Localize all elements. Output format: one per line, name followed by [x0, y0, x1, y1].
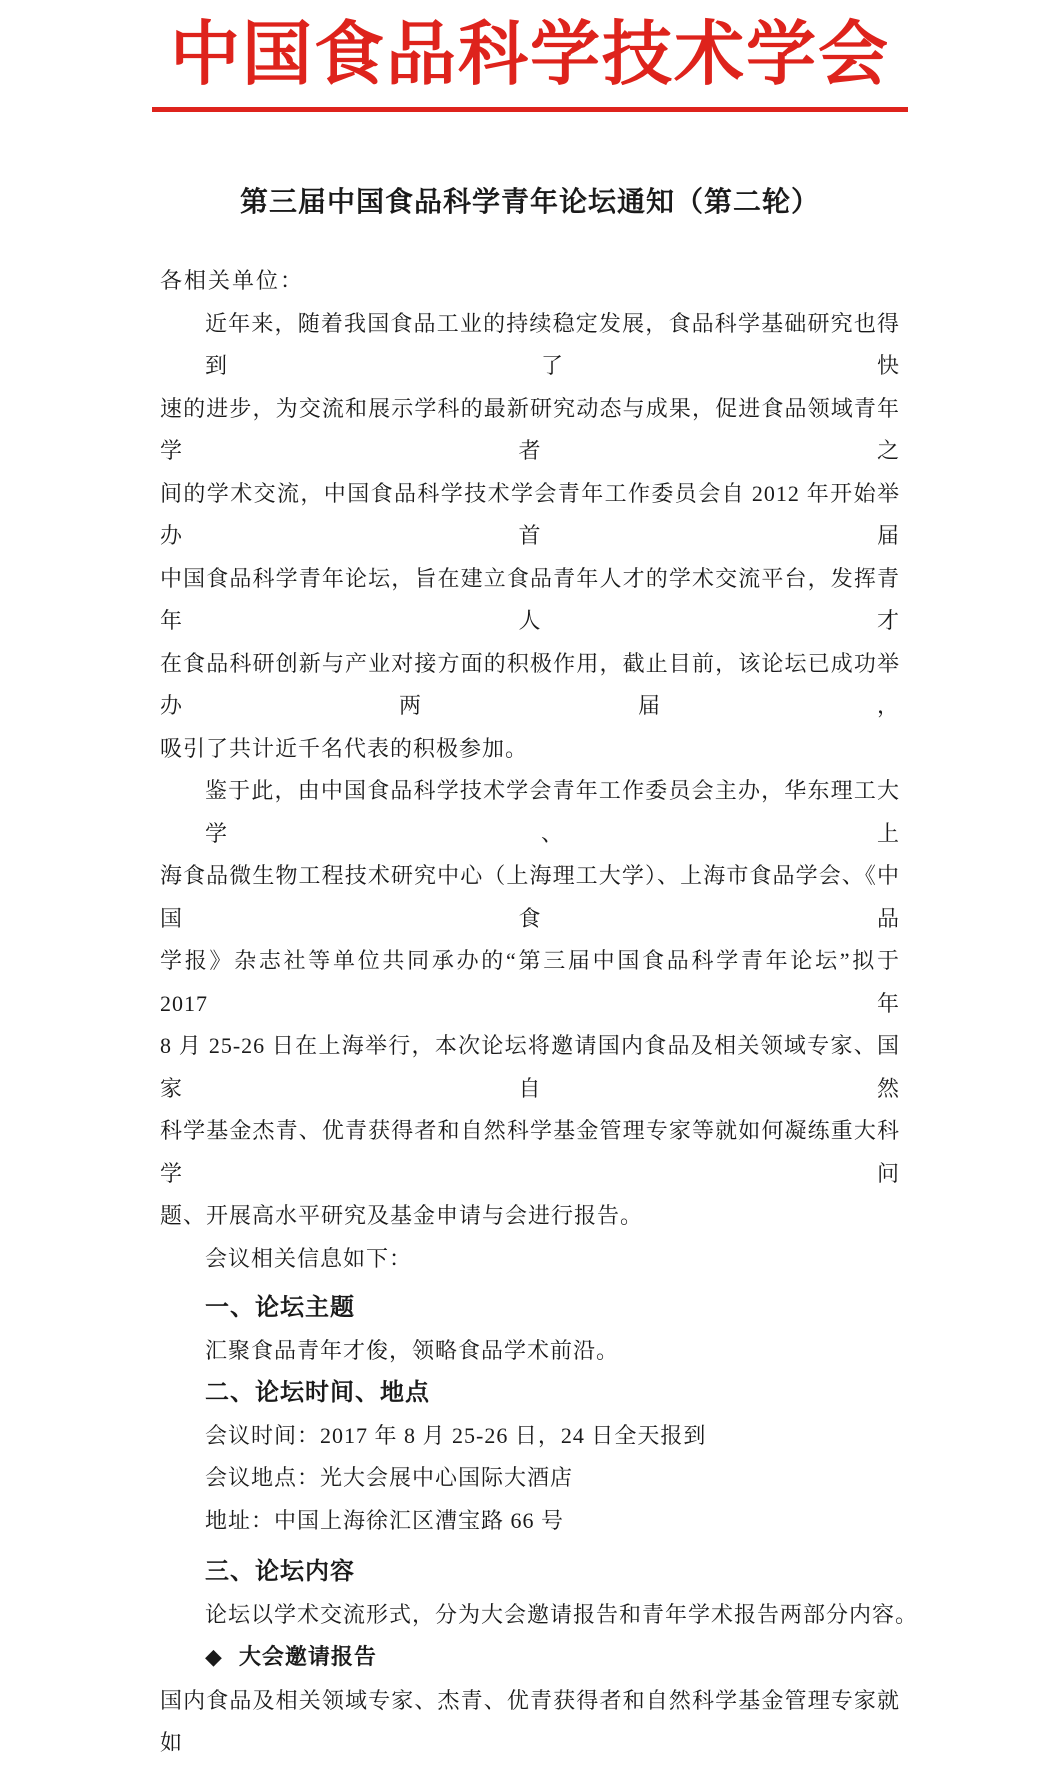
paragraph-1-line-4: 中国食品科学青年论坛，旨在建立食品青年人才的学术交流平台，发挥青年人才: [160, 565, 900, 633]
section-2-heading: 二、论坛时间、地点: [205, 1379, 430, 1406]
document-body: [160, 260, 919, 1765]
invited-report-body-line-1: 国内食品及相关领域专家、杰青、优青获得者和自然科学基金管理专家就如: [160, 1687, 900, 1755]
section-3-heading: 三、论坛内容: [205, 1558, 355, 1585]
section-1-body: 汇聚食品青年才俊，领略食品学术前沿。: [205, 1337, 620, 1363]
invited-report-subheading: [160, 1636, 900, 1680]
paragraph-2-line-2: 海食品微生物工程技术研究中心（上海理工大学）、上海市食品学会、《中国食品: [160, 863, 900, 931]
meeting-venue: 会议地点：光大会展中心国际大酒店: [205, 1465, 574, 1490]
salutation: 各相关单位：: [160, 268, 305, 293]
diamond-bullet-icon: ◆: [205, 1645, 223, 1670]
meeting-time: 会议时间：2017 年 8 月 25-26 日，24 日全天报到: [205, 1422, 707, 1448]
paragraph-2-line-3: 学报》杂志社等单位共同承办的“第三届中国食品科学青年论坛”拟于 2017 年: [160, 948, 900, 1016]
invited-report-label: 大会邀请报告: [238, 1644, 377, 1669]
meeting-address: 地址：中国上海徐汇区漕宝路 66 号: [205, 1507, 565, 1533]
notice-title: 第三届中国食品科学青年论坛通知（第二轮）: [239, 186, 820, 217]
paragraph-1-line-5: 在食品科研创新与产业对接方面的积极作用，截止目前，该论坛已成功举办两届，: [160, 650, 900, 718]
paragraph-2-line-1: 鉴于此，由中国食品科学技术学会青年工作委员会主办，华东理工大学、上: [205, 778, 900, 846]
paragraph-1-line-1: 近年来，随着我国食品工业的持续稳定发展，食品科学基础研究也得到了快: [205, 310, 900, 378]
header-rule: [152, 107, 908, 112]
paragraph-1-line-2: 速的进步，为交流和展示学科的最新研究动态与成果，促进食品领域青年学者之: [160, 395, 900, 463]
info-intro: 会议相关信息如下：: [205, 1245, 413, 1271]
org-name-heading: 中国食品科学技术学会: [170, 17, 890, 94]
paragraph-2-line-6: 题、开展高水平研究及基金申请与会进行报告。: [160, 1203, 644, 1228]
section-3-body: 论坛以学术交流形式，分为大会邀请报告和青年学术报告两部分内容。: [205, 1601, 919, 1627]
paragraph-1-line-3: 间的学术交流，中国食品科学技术学会青年工作委员会自 2012 年开始举办首届: [160, 480, 900, 548]
section-1-heading: 一、论坛主题: [205, 1294, 355, 1321]
paragraph-2-line-5: 科学基金杰青、优青获得者和自然科学基金管理专家等就如何凝练重大科学问: [160, 1118, 900, 1186]
paragraph-2-line-4: 8 月 25-26 日在上海举行，本次论坛将邀请国内食品及相关领域专家、国家自然: [160, 1033, 900, 1101]
paragraph-1-line-6: 吸引了共计近千名代表的积极参加。: [160, 735, 529, 761]
